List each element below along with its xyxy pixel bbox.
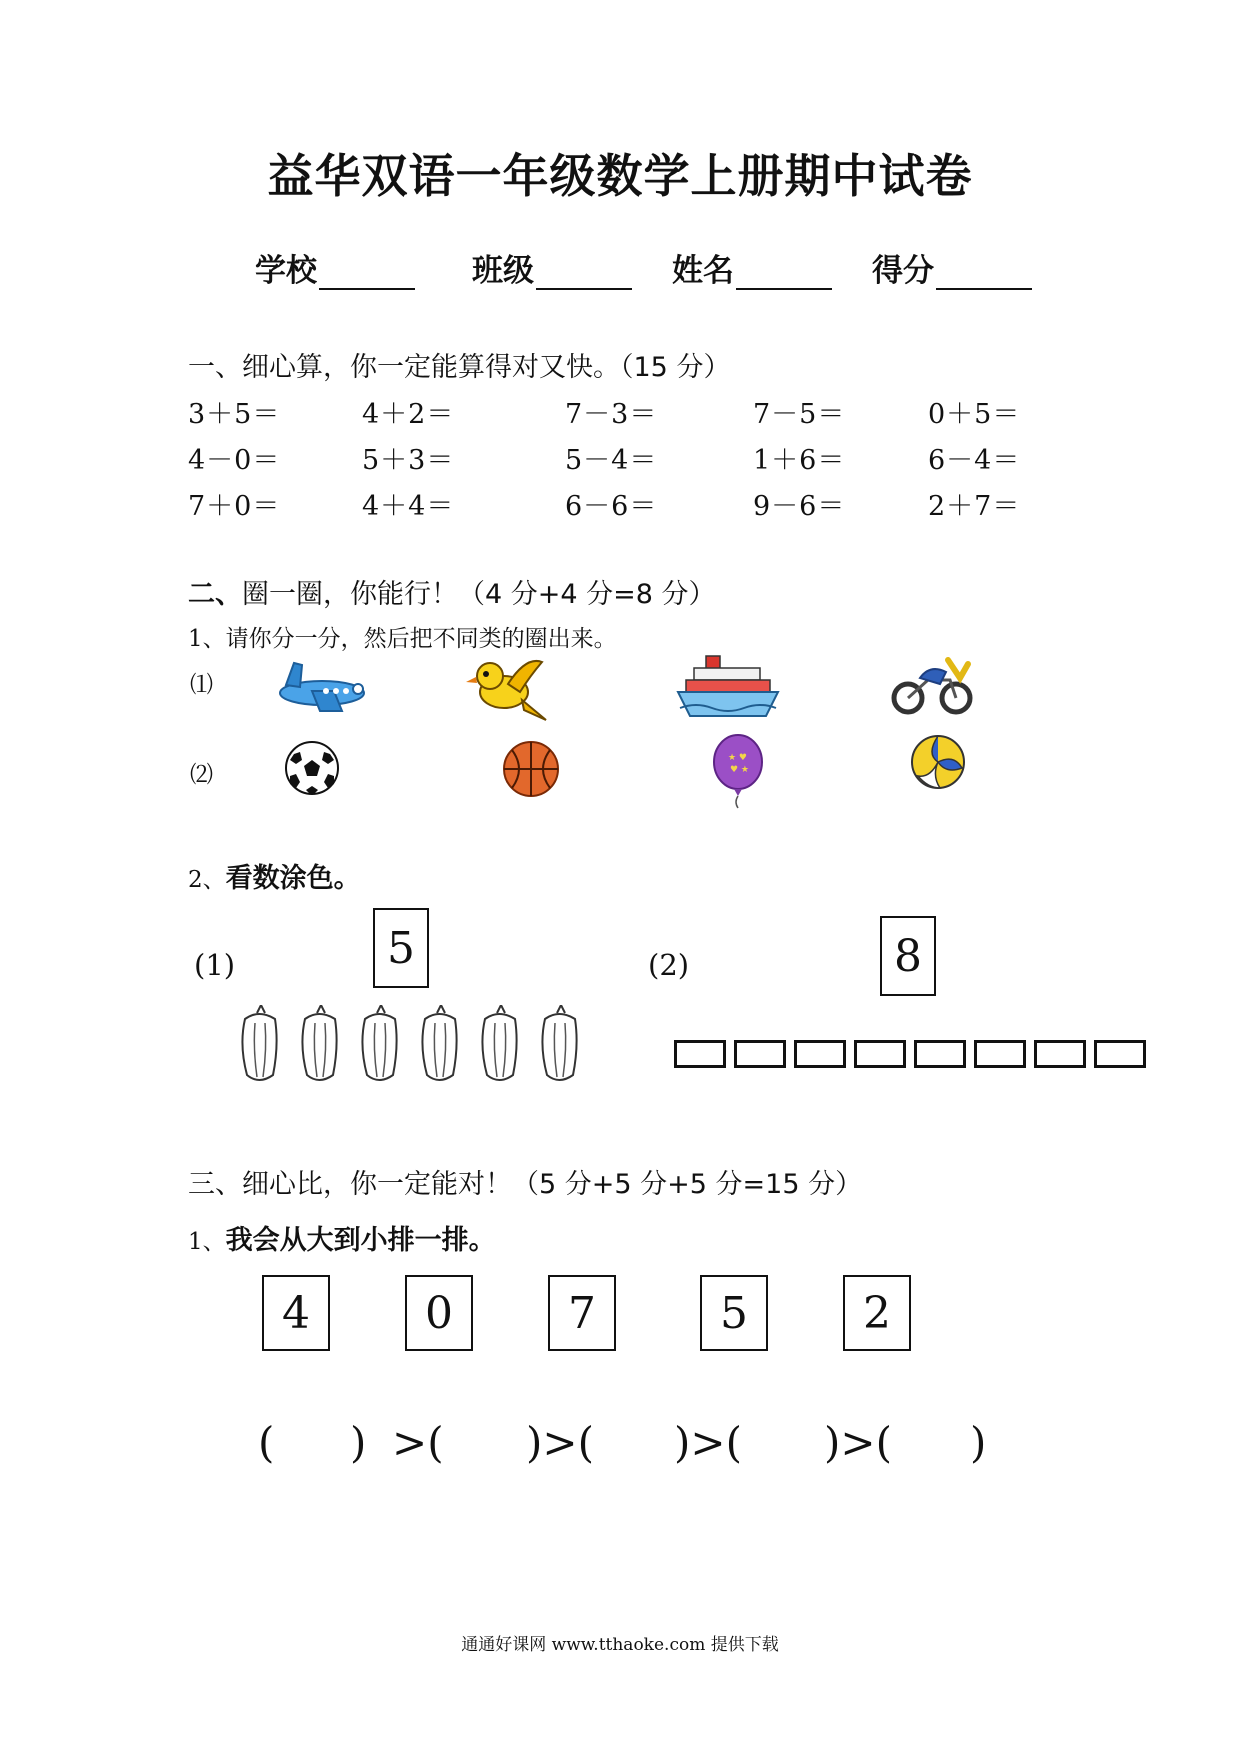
equation: 9－6＝: [753, 491, 846, 522]
equation: 0＋5＝: [928, 399, 1021, 430]
equation: 1＋6＝: [753, 445, 846, 476]
answer-paren: )>(: [526, 1418, 594, 1467]
equation: 2＋7＝: [928, 491, 1021, 522]
section3-q1-text: 我会从大到小排一排。: [225, 1225, 496, 1256]
pepper-group: [235, 1005, 595, 1087]
sort-number-box: 4: [262, 1275, 330, 1351]
school-blank[interactable]: [319, 258, 415, 290]
equation: 4＋4＝: [362, 491, 455, 522]
name-field[interactable]: [672, 245, 832, 290]
equation: 5＋3＝: [362, 445, 455, 476]
part1-number-box: 5: [373, 908, 429, 988]
section3-q1-prefix: 1、: [188, 1229, 226, 1255]
color-box[interactable]: [734, 1040, 786, 1068]
color-box[interactable]: [794, 1040, 846, 1068]
equation: 7－5＝: [753, 399, 846, 430]
ship-icon[interactable]: [676, 650, 780, 722]
part1-label: (1): [194, 948, 236, 982]
score-field[interactable]: [872, 245, 1032, 290]
footer-text: 通通好课网 www.tthaoke.com 提供下载: [461, 1635, 779, 1655]
svg-text:★ ♥: ★ ♥: [728, 753, 747, 763]
bird-icon[interactable]: [464, 652, 550, 724]
section2-heading-text: 圈一圈，你能行！（4 分+4 分=8 分）: [242, 579, 716, 610]
q2-text: 看数涂色。: [225, 863, 361, 894]
color-box[interactable]: [1034, 1040, 1086, 1068]
class-field[interactable]: [472, 245, 632, 290]
score-label: 得分: [872, 253, 934, 289]
school-field[interactable]: [255, 245, 415, 290]
school-label: 学校: [255, 253, 317, 289]
equation: 7＋0＝: [188, 491, 281, 522]
pepper-icon: [302, 1005, 336, 1080]
section2-prefix: 二、: [188, 579, 242, 610]
color-box[interactable]: [974, 1040, 1026, 1068]
equation: 5－4＝: [565, 445, 658, 476]
equation: 3＋5＝: [188, 399, 281, 430]
section3-heading: 三、细心比，你一定能对！（5 分+5 分+5 分=15 分）: [188, 1169, 863, 1200]
class-blank[interactable]: [536, 258, 632, 290]
section2-q1: 1、请你分一分，然后把不同类的圈出来。: [188, 626, 617, 652]
name-blank[interactable]: [736, 258, 832, 290]
answer-paren: >(: [392, 1418, 444, 1467]
equation: 6－6＝: [565, 491, 658, 522]
equation: 7－3＝: [565, 399, 658, 430]
balloon-icon[interactable]: [712, 734, 764, 810]
motorcycle-icon[interactable]: [890, 650, 976, 716]
soccer-ball-icon[interactable]: [284, 740, 340, 796]
q1-row1-label: ⑴: [190, 672, 213, 698]
airplane-icon[interactable]: [272, 655, 368, 717]
pepper-icon: [362, 1005, 396, 1080]
volleyball-icon[interactable]: [910, 734, 966, 790]
pepper-icon: [482, 1005, 516, 1080]
color-box[interactable]: [1094, 1040, 1146, 1068]
answer-paren: ): [350, 1418, 367, 1467]
sort-number-box: 7: [548, 1275, 616, 1351]
equation: 6－4＝: [928, 445, 1021, 476]
color-box[interactable]: [914, 1040, 966, 1068]
section2-heading: [188, 572, 716, 611]
svg-text:♥ ★: ♥ ★: [730, 765, 749, 775]
q2-prefix: 2、: [188, 867, 226, 893]
section2-q2: [188, 856, 361, 895]
page-title: 益华双语一年级数学上册期中试卷: [267, 149, 973, 203]
sort-number-box: 5: [700, 1275, 768, 1351]
part2-number-box: 8: [880, 916, 936, 996]
class-label: 班级: [472, 253, 534, 289]
color-box[interactable]: [674, 1040, 726, 1068]
equation: 4－0＝: [188, 445, 281, 476]
section3-q1: [188, 1218, 496, 1257]
sort-number-box: 2: [843, 1275, 911, 1351]
basketball-icon[interactable]: [502, 740, 560, 798]
answer-paren: )>(: [824, 1418, 892, 1467]
pepper-icon: [542, 1005, 576, 1080]
sort-number-box: 0: [405, 1275, 473, 1351]
part2-label: (2): [648, 948, 690, 982]
name-label: 姓名: [672, 253, 734, 289]
answer-paren: ): [970, 1418, 987, 1467]
color-box[interactable]: [854, 1040, 906, 1068]
score-blank[interactable]: [936, 258, 1032, 290]
section1-heading: 一、细心算，你一定能算得对又快。（15 分）: [188, 352, 731, 383]
answer-paren: )>(: [674, 1418, 742, 1467]
q1-row2-label: ⑵: [190, 762, 213, 788]
answer-paren: (: [258, 1418, 275, 1467]
equation: 4＋2＝: [362, 399, 455, 430]
pepper-icon: [242, 1005, 276, 1080]
pepper-icon: [422, 1005, 456, 1080]
